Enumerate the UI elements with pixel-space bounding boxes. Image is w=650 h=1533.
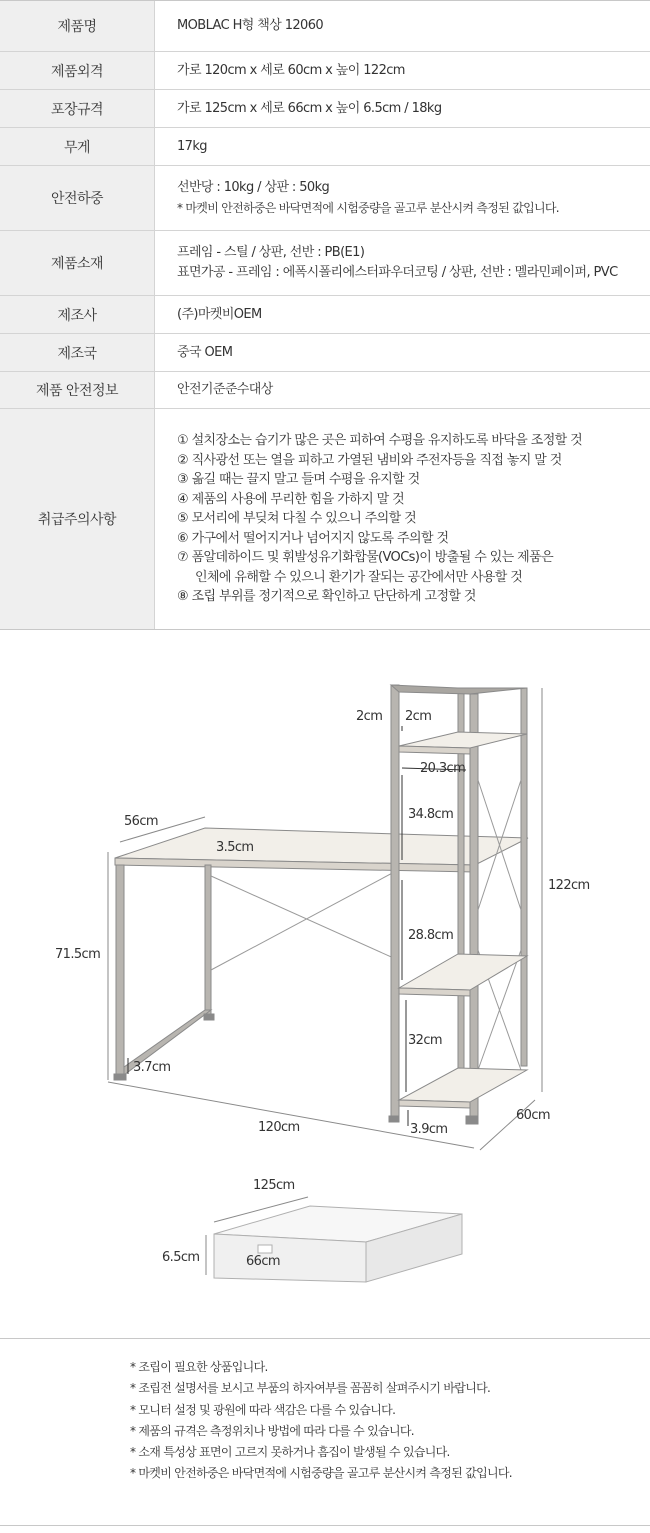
tower-top-rail xyxy=(391,685,527,694)
shelf-middle xyxy=(399,954,527,990)
spec-label: 제품외격 xyxy=(0,52,155,89)
spec-value: 선반당 : 10kg / 상판 : 50kg xyxy=(177,180,330,195)
dim-box-height: 6.5cm xyxy=(162,1250,200,1265)
tower-foot xyxy=(389,1116,399,1122)
tower-front-left-post xyxy=(391,685,399,1117)
spec-row-safety-info xyxy=(0,371,650,408)
spec-value: (주)마켓비OEM xyxy=(177,306,262,322)
spec-label: 포장규격 xyxy=(0,90,155,127)
spec-value: 안전기준준수대상 xyxy=(177,382,273,397)
spec-label: 취급주의사항 xyxy=(0,409,155,629)
box-front xyxy=(214,1234,366,1282)
spec-label: 제품소재 xyxy=(0,231,155,295)
left-back-foot xyxy=(204,1014,214,1020)
dim-shelf-gap-2: 28.8cm xyxy=(408,928,454,943)
spec-label: 제조국 xyxy=(0,334,155,371)
spec-label: 안전하중 xyxy=(0,166,155,230)
caution-item: 인체에 유해할 수 있으니 환기가 잘되는 공간에서만 사용할 것 xyxy=(195,569,523,585)
cross-brace xyxy=(211,870,398,970)
caution-item: ④ 제품의 사용에 무리한 힘을 가하지 말 것 xyxy=(177,491,405,507)
note-item: * 조립이 필요한 상품입니다. xyxy=(130,1360,268,1374)
spec-value: 표면가공 - 프레임 : 에폭시폴리에스터파우더코팅 / 상판, 선반 : 멜라민페이퍼, PVC xyxy=(177,265,618,280)
box-handle xyxy=(258,1245,272,1253)
spec-row-name xyxy=(0,1,650,51)
tower-back-right-post xyxy=(521,688,527,1066)
spec-value: 가로 120cm x 세로 60cm x 높이 122cm xyxy=(177,62,405,78)
cross-brace xyxy=(211,876,398,960)
left-foot xyxy=(114,1074,126,1080)
spec-value: 프레임 - 스틸 / 상판, 선반 : PB(E1) xyxy=(177,245,365,260)
dim-box-length: 125cm xyxy=(253,1178,295,1193)
spec-row-weight xyxy=(0,127,650,165)
dim-desk-height: 71.5cm xyxy=(55,947,101,962)
spec-value: MOBLAC H형 책상 12060 xyxy=(177,18,324,33)
spec-value: 중국 OEM xyxy=(177,344,233,360)
dim-shelf-gap-3: 32cm xyxy=(408,1033,442,1048)
dim-desk-depth: 56cm xyxy=(124,814,158,829)
dim-top-thickness: 3.5cm xyxy=(216,840,254,855)
spec-row-origin xyxy=(0,333,650,371)
shelf-top xyxy=(399,732,527,748)
caution-item: ⑦ 폼알데하이드 및 휘발성유기화합물(VOCs)이 방출될 수 있는 제품은 xyxy=(177,550,554,566)
shelf-bottom xyxy=(399,1068,527,1102)
spec-row-packaging xyxy=(0,89,650,127)
dim-foot-height: 3.7cm xyxy=(133,1060,171,1075)
spec-row-dimensions xyxy=(0,51,650,89)
spec-label: 무게 xyxy=(0,128,155,165)
dim-top-gap-left: 2cm xyxy=(356,709,383,724)
notes-section xyxy=(0,1338,650,1526)
spec-row-caution xyxy=(0,408,650,629)
dim-top-gap-right: 2cm xyxy=(405,709,432,724)
spec-label: 제품 안전정보 xyxy=(0,372,155,408)
spec-value: 17kg xyxy=(177,138,207,154)
spec-label: 제조사 xyxy=(0,296,155,333)
spec-row-material xyxy=(0,230,650,295)
tower-front-right-post xyxy=(470,694,478,1122)
desk-illustration xyxy=(0,630,650,1340)
shelf-middle-edge xyxy=(399,988,470,996)
caution-item: ⑤ 모서리에 부딪쳐 다칠 수 있으니 주의할 것 xyxy=(177,511,417,527)
note-item: * 조립전 설명서를 보시고 부품의 하자여부를 꼼꼼히 살펴주시기 바랍니다. xyxy=(130,1381,491,1396)
dim-total-height: 122cm xyxy=(548,878,590,893)
product-diagram xyxy=(0,630,650,1340)
spec-note: * 마켓비 안전하중은 바닥면적에 시험중량을 골고루 분산시켜 측정된 값입니다. xyxy=(177,201,559,215)
shelf-bottom-edge xyxy=(399,1100,470,1108)
caution-item: ① 설치장소는 습기가 많은 곳은 피하여 수평을 유지하도록 바닥을 조정할 것 xyxy=(177,433,583,449)
caution-item: ⑥ 가구에서 떨어지거나 넘어지지 않도록 주의할 것 xyxy=(177,530,449,546)
note-item: * 모니터 설정 및 광원에 따라 색감은 다를 수 있습니다. xyxy=(130,1402,396,1417)
left-front-leg xyxy=(116,865,124,1075)
shelf-top-edge xyxy=(399,746,470,754)
spec-table xyxy=(0,0,650,630)
dim-total-depth: 60cm xyxy=(516,1108,550,1123)
spec-row-manufacturer xyxy=(0,295,650,333)
dim-foot-height-right: 3.9cm xyxy=(410,1122,448,1137)
dim-total-width: 120cm xyxy=(258,1120,300,1135)
dim-shelf-gap-1: 34.8cm xyxy=(408,807,454,822)
tower-foot xyxy=(466,1116,478,1124)
spec-row-safe-load xyxy=(0,165,650,230)
caution-item: ② 직사광선 또는 열을 피하고 가열된 냄비와 주전자등을 직접 놓지 말 것 xyxy=(177,452,562,468)
note-item: * 제품의 규격은 측정위치나 방법에 따라 다를 수 있습니다. xyxy=(130,1423,414,1438)
spec-label: 제품명 xyxy=(0,1,155,51)
spec-value: 가로 125cm x 세로 66cm x 높이 6.5cm / 18kg xyxy=(177,100,442,116)
dim-shelf-width: 20.3cm xyxy=(420,761,466,776)
dim-box-width: 66cm xyxy=(246,1254,280,1269)
note-item: * 마켓비 안전하중은 바닥면적에 시험중량을 골고루 분산시켜 측정된 값입니다. xyxy=(130,1466,512,1481)
caution-item: ③ 옮길 때는 끌지 말고 들며 수평을 유지할 것 xyxy=(177,472,420,488)
note-item: * 소재 특성상 표면이 고르지 못하거나 흠집이 발생될 수 있습니다. xyxy=(130,1445,450,1460)
caution-item: ⑧ 조립 부위를 정기적으로 확인하고 단단하게 고정할 것 xyxy=(177,589,476,605)
left-back-leg xyxy=(205,865,211,1015)
